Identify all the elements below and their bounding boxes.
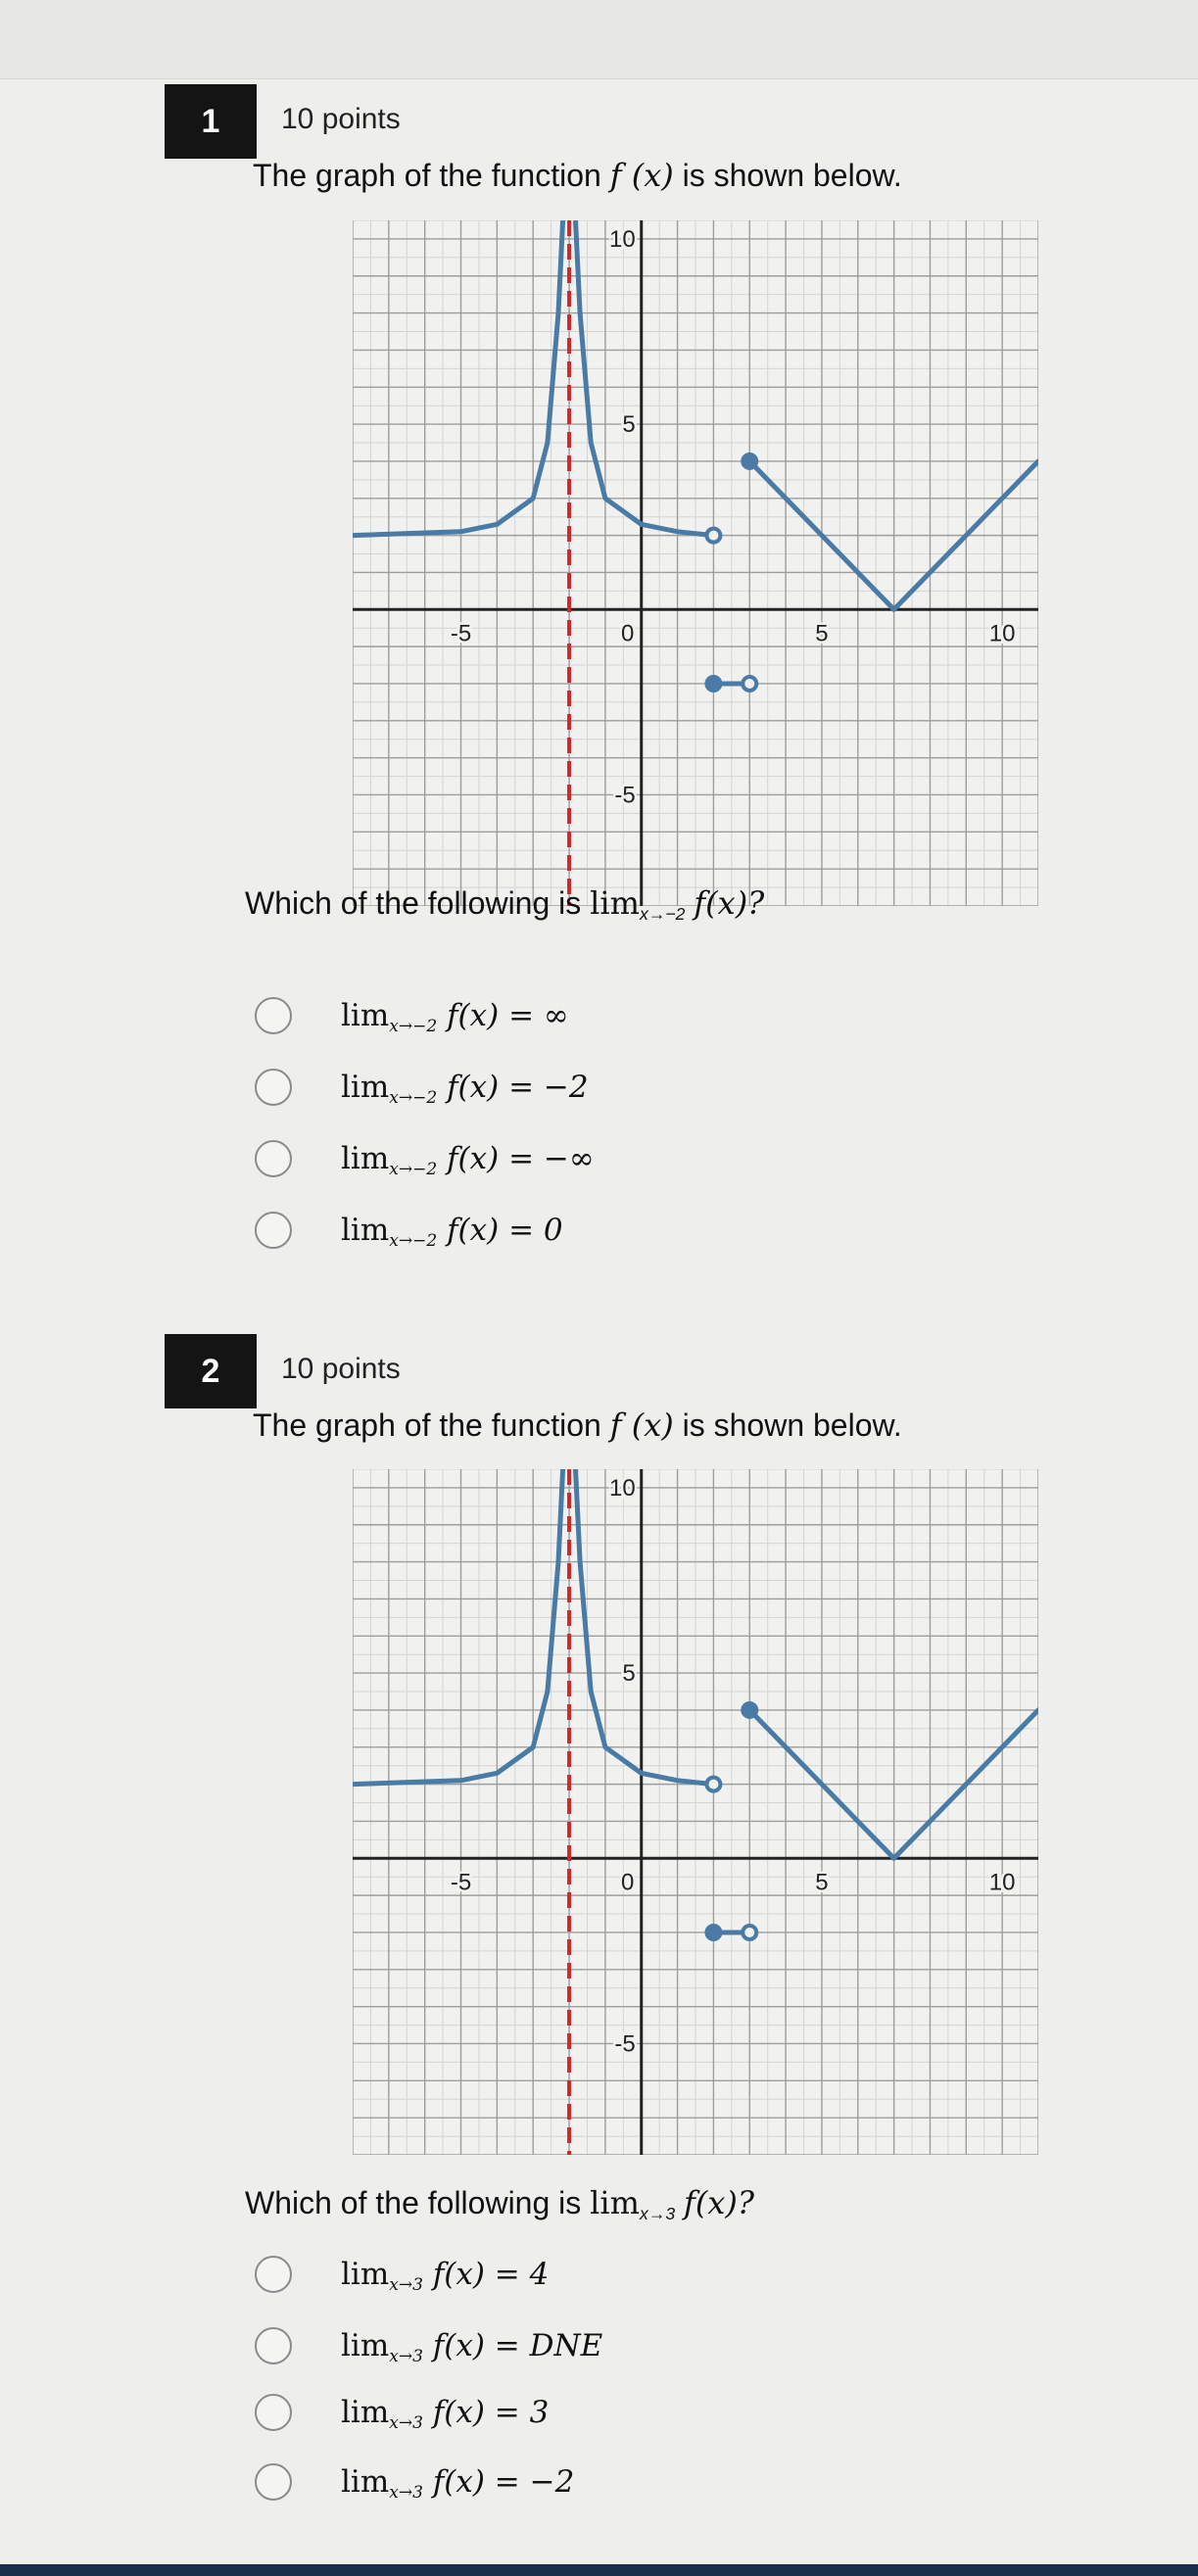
option-lim: lim — [341, 2395, 390, 2430]
question-lim: lim — [590, 884, 640, 922]
answer-option[interactable] — [255, 2457, 574, 2506]
y-tick-label: 10 — [609, 225, 636, 253]
radio-button[interactable] — [255, 2394, 292, 2431]
question-prefix: Which of the following is — [245, 2185, 591, 2220]
question-points: 10 points — [281, 103, 401, 135]
option-lim-sub: x→3 — [389, 2482, 423, 2503]
option-lim: lim — [341, 2464, 390, 2500]
option-expr: f(x) = −2 — [447, 1070, 589, 1105]
x-tick-label: 10 — [988, 1869, 1016, 1896]
prompt-suffix: is shown below. — [673, 158, 902, 193]
x-tick-label: 0 — [621, 1869, 635, 1896]
x-tick-label: -5 — [450, 620, 472, 647]
x-tick-label: -5 — [450, 1869, 472, 1896]
option-label — [341, 998, 569, 1036]
prompt-function: f (x) — [609, 1407, 674, 1444]
prompt-prefix: The graph of the function — [253, 1407, 610, 1443]
x-tick-label: 10 — [988, 620, 1016, 647]
option-label — [341, 2464, 575, 2503]
radio-button[interactable] — [255, 2327, 292, 2364]
x-tick-label: 5 — [815, 620, 829, 647]
option-lim: lim — [341, 1141, 390, 1176]
closed-point — [743, 454, 756, 468]
radio-button[interactable] — [255, 2256, 292, 2293]
option-lim: lim — [341, 998, 390, 1033]
prompt-suffix: is shown below. — [673, 1407, 902, 1443]
question-text — [245, 2184, 755, 2224]
option-lim-sub: x→−2 — [389, 1159, 438, 1179]
question-number-badge: 1 — [165, 84, 257, 159]
open-point — [706, 1778, 720, 1791]
option-lim-sub: x→−2 — [389, 1230, 438, 1251]
answer-option[interactable] — [255, 1063, 589, 1112]
y-tick-label: 5 — [622, 411, 636, 439]
option-lim: lim — [341, 2328, 390, 2363]
question-points: 10 points — [281, 1353, 401, 1385]
radio-button[interactable] — [255, 1069, 292, 1106]
option-expr: f(x) = −∞ — [447, 1141, 595, 1176]
option-lim-sub: x→3 — [389, 2274, 423, 2295]
closed-point — [706, 1926, 720, 1939]
closed-point — [743, 1703, 756, 1717]
option-lim-sub: x→3 — [389, 2412, 423, 2433]
option-expr: f(x) = −2 — [432, 2464, 575, 2500]
question-prefix: Which of the following is — [245, 885, 591, 921]
answer-option[interactable] — [255, 1134, 595, 1183]
option-lim: lim — [341, 1070, 390, 1105]
y-tick-label: -5 — [614, 782, 636, 809]
option-lim-sub: x→−2 — [389, 1087, 438, 1108]
question-lim-sub: x→3 — [639, 2204, 676, 2224]
option-lim: lim — [341, 1213, 390, 1248]
function-graph — [353, 220, 1038, 906]
open-point — [706, 529, 720, 543]
radio-button[interactable] — [255, 2463, 292, 2501]
question-lim: lim — [590, 2184, 640, 2221]
function-graph — [353, 1469, 1038, 2155]
question-number-badge: 2 — [165, 1334, 257, 1408]
closed-point — [706, 677, 720, 691]
y-tick-label: -5 — [614, 2030, 636, 2058]
x-tick-label: 0 — [621, 620, 635, 647]
question-prompt — [253, 1407, 902, 1444]
question-text — [245, 884, 765, 925]
answer-option[interactable] — [255, 2321, 602, 2370]
option-label — [341, 1070, 589, 1108]
option-label — [341, 1141, 595, 1179]
radio-button[interactable] — [255, 1140, 292, 1177]
bottom-bar — [0, 2564, 1198, 2576]
option-label — [341, 2395, 550, 2433]
option-expr: f(x) = DNE — [432, 2328, 603, 2363]
x-tick-label: 5 — [815, 1869, 829, 1896]
radio-button[interactable] — [255, 997, 292, 1034]
option-expr: f(x) = 4 — [432, 2257, 550, 2292]
prompt-function: f (x) — [609, 157, 674, 194]
question-lim-sub: x→−2 — [639, 904, 686, 925]
prompt-prefix: The graph of the function — [253, 158, 610, 193]
option-expr: f(x) = 0 — [447, 1213, 563, 1248]
option-lim-sub: x→−2 — [389, 1016, 438, 1036]
option-label — [341, 1213, 563, 1251]
open-point — [743, 677, 756, 691]
question-prompt — [253, 157, 902, 194]
question-func: f(x)? — [694, 884, 765, 922]
answer-option[interactable] — [255, 2388, 549, 2437]
open-point — [743, 1926, 756, 1939]
answer-option[interactable] — [255, 991, 569, 1040]
option-lim: lim — [341, 2257, 390, 2292]
option-label — [341, 2328, 603, 2366]
option-lim-sub: x→3 — [389, 2346, 423, 2366]
question-func: f(x)? — [684, 2184, 755, 2221]
answer-option[interactable] — [255, 1206, 563, 1255]
answer-option[interactable] — [255, 2250, 549, 2299]
y-tick-label: 5 — [622, 1660, 636, 1688]
radio-button[interactable] — [255, 1212, 292, 1249]
page-top-edge — [0, 0, 1198, 79]
option-label — [341, 2257, 550, 2295]
y-tick-label: 10 — [609, 1474, 636, 1502]
option-expr: f(x) = 3 — [432, 2395, 550, 2430]
option-expr: f(x) = ∞ — [447, 998, 569, 1033]
